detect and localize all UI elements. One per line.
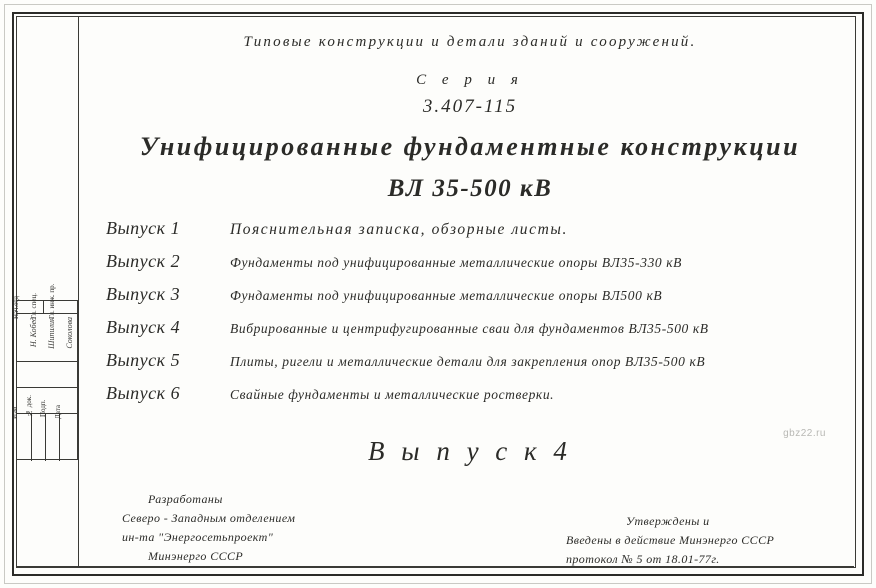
issue-label: Выпуск 3 [106,284,181,304]
stamp-role-2: Гл. спец. [30,293,38,319]
stamp-rule [59,413,60,461]
current-issue-title: В ы п у с к 4 [368,436,572,466]
issues-list [106,218,846,416]
developed-by-line-1: Разработаны [148,492,223,506]
list-item [106,383,846,416]
issue-label: Выпуск 4 [106,317,181,337]
stamp-role-3: Гл. инж. пр. [48,283,56,319]
stamp-col-data: Дата [54,405,62,419]
issue-text: Свайные фундаменты и металлические ростверки. [230,387,555,402]
sheet-content [86,20,854,566]
stamp-col-izm: Изм [11,406,19,419]
issue-label: Выпуск 5 [106,350,181,370]
page-subtitle: ВЛ 35-500 кВ [387,175,553,202]
list-item [106,284,846,317]
list-item [106,251,846,284]
series-number: 3.407-115 [422,96,518,117]
issue-text: Фундаменты под унифицированные металлические опоры ВЛ35-330 кВ [230,255,683,270]
developed-by-line-4: Минэнерго СССР [148,549,244,563]
approved-by-block [566,512,774,569]
developed-by-line-3: ин-та "Энергосетьпроект" [122,530,274,544]
approved-by-line-3: протокол № 5 от 18.01-77г. [566,552,720,566]
issue-text: Пояснительная записка, обзорные листы. [230,221,568,238]
issue-text: Фундаменты под унифицированные металлические опоры ВЛ500 кВ [230,288,663,303]
left-column-rule [78,16,79,566]
approved-by-line-1: Утверждены и [626,514,710,528]
stamp-name-2: Шипилин [47,317,56,349]
page-title: Унифицированные фундаментные конструкции [139,132,801,161]
stamp-name-1: Н. Кобед [29,317,38,348]
issue-label: Выпуск 1 [106,218,181,238]
series-label: С е р и я [416,72,524,88]
list-item [106,350,846,383]
issue-text: Вибрированные и центрифугированные сваи для фундаментов ВЛ35-500 кВ [230,321,709,336]
stamp-col-doc: № док. [25,395,33,417]
stamp-role-1: Нач.отд [12,295,20,319]
developed-by-line-2: Северо - Западным отделением [122,511,296,525]
stamp-col-podp: Подп. [39,399,47,417]
issue-label: Выпуск 6 [106,383,181,403]
stamp-rule [17,313,77,314]
issue-text: Плиты, ригели и металлические детали для закрепления опор ВЛ35-500 кВ [230,354,706,369]
stamp-rule [17,361,77,362]
document-category-line: Типовые конструкции и детали зданий и сооружений. [243,34,697,50]
stamp-rule [45,413,46,461]
developed-by-block [122,490,295,566]
stamp-rule [31,413,32,461]
issue-label: Выпуск 2 [106,251,181,271]
stamp-rule [43,301,44,313]
list-item [106,317,846,350]
stamp-name-3: Соколова [65,317,74,349]
title-stamp-block [11,283,78,460]
watermark: gbz22.ru [783,428,826,439]
stamp-rule [17,387,77,388]
list-item [106,218,846,251]
approved-by-line-2: Введены в действие Минэнерго СССР [566,533,775,547]
